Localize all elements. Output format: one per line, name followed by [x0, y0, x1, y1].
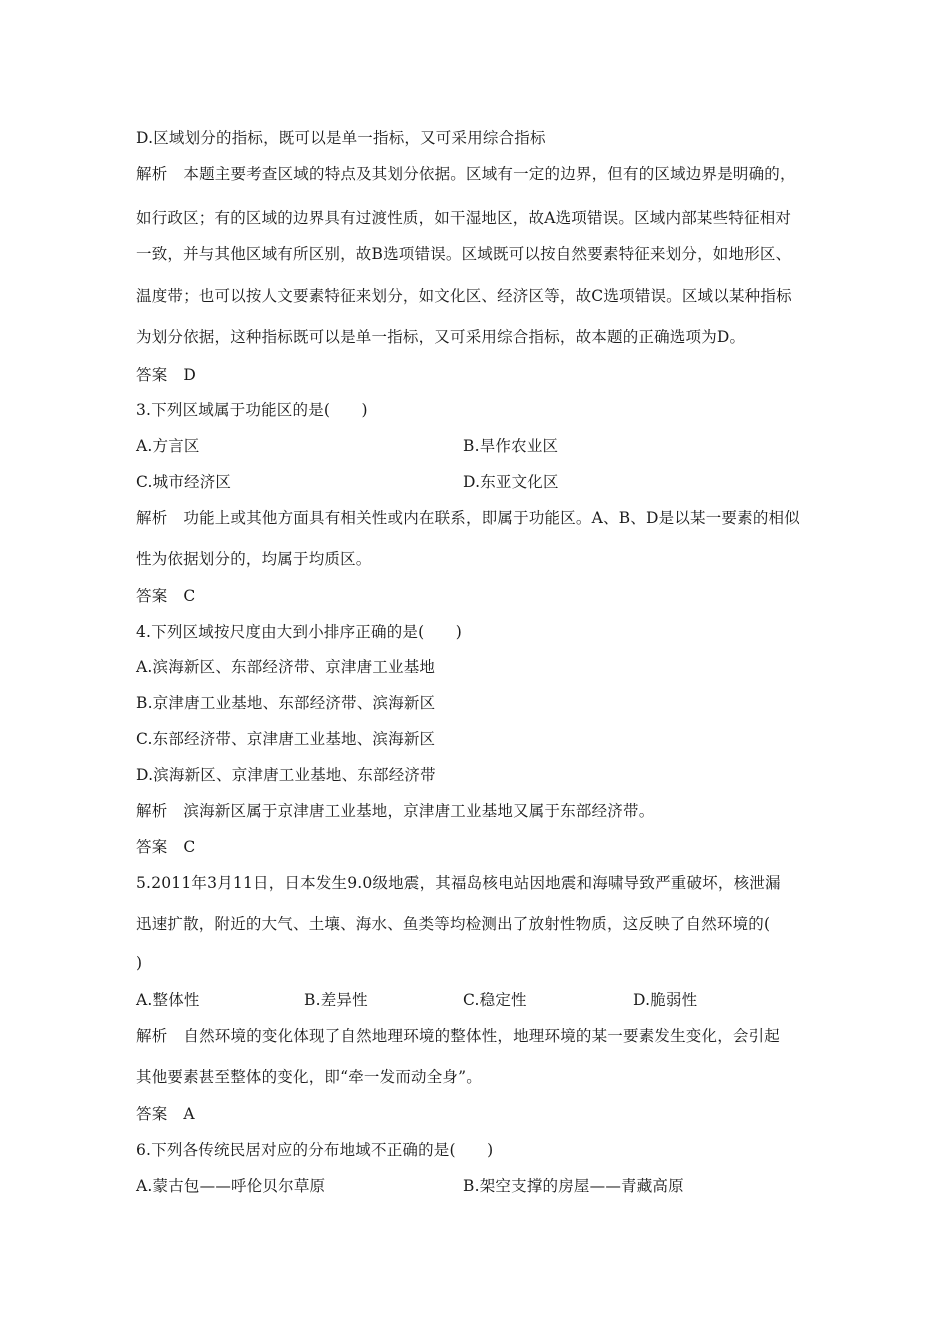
- q3-stem: 3.下列区域属于功能区的是( ): [136, 401, 368, 419]
- q3-option-a: A.方言区: [136, 437, 200, 455]
- answer-label: 答案: [136, 1105, 168, 1123]
- analysis-label: 解析: [136, 509, 168, 527]
- q5-stem-line-2: 迅速扩散，附近的大气、土壤、海水、鱼类等均检测出了放射性物质，这反映了自然环境的(: [136, 915, 771, 933]
- q4-stem: 4.下列区域按尺度由大到小排序正确的是( ): [136, 623, 462, 641]
- analysis-label: 解析: [136, 165, 168, 183]
- q6-option-a: A.蒙古包——呼伦贝尔草原: [136, 1177, 326, 1195]
- answer-label: 答案: [136, 587, 168, 605]
- q4-option-c: C.东部经济带、京津唐工业基地、滨海新区: [136, 730, 436, 748]
- q4-option-b: B.京津唐工业基地、东部经济带、滨海新区: [136, 694, 436, 712]
- q5-analysis-line-2: 其他要素甚至整体的变化，即“牵一发而动全身”。: [136, 1068, 482, 1086]
- q5-option-c: C.稳定性: [463, 991, 527, 1009]
- q4-option-a: A.滨海新区、东部经济带、京津唐工业基地: [136, 658, 436, 676]
- q5-answer: [136, 1104, 195, 1124]
- q6-stem: 6.下列各传统民居对应的分布地域不正确的是( ): [136, 1141, 494, 1159]
- q3-option-b: B.旱作农业区: [463, 437, 559, 455]
- q2-analysis-line-2: 如行政区；有的区域的边界具有过渡性质，如干湿地区，故A选项错误。区域内部某些特征相对: [136, 209, 792, 227]
- q6-option-b: B.架空支撑的房屋——青藏高原: [463, 1177, 684, 1195]
- answer-value: A: [183, 1105, 195, 1123]
- q3-analysis-line-1: 解析 功能上或其他方面具有相关性或内在联系，即属于功能区。A、B、D是以某一要素的相似: [136, 509, 800, 527]
- q2-analysis-line-4: 温度带；也可以按人文要素特征来划分，如文化区、经济区等，故C选项错误。区域以某种指标: [136, 287, 792, 305]
- q2-analysis-line-5: 为划分依据，这种指标既可以是单一指标，又可采用综合指标，故本题的正确选项为D。: [136, 328, 746, 346]
- q5-option-d: D.脆弱性: [633, 991, 698, 1009]
- q5-stem-line-1: 5.2011年3月11日，日本发生9.0级地震，其福岛核电站因地震和海啸导致严重破坏，核泄漏: [136, 874, 781, 892]
- analysis-label: 解析: [136, 1027, 168, 1045]
- answer-value: D: [183, 366, 197, 384]
- q5-stem-line-3: ): [136, 954, 143, 972]
- q2-analysis-line-1: 解析 本题主要考查区域的特点及其划分依据。区域有一定的边界，但有的区域边界是明确的，: [136, 165, 796, 183]
- answer-value: C: [183, 838, 196, 856]
- q5-option-a: A.整体性: [136, 991, 200, 1009]
- q2-analysis-line-3: 一致，并与其他区域有所区别，故B选项错误。区域既可以按自然要素特征来划分，如地形区、: [136, 245, 792, 263]
- q4-answer: [136, 837, 195, 857]
- q2-answer: [136, 365, 196, 385]
- q2-option-d: D.区域划分的指标，既可以是单一指标，又可采用综合指标: [136, 129, 546, 147]
- q3-option-d: D.东亚文化区: [463, 473, 559, 491]
- answer-label: 答案: [136, 838, 168, 856]
- q5-option-b: B.差异性: [304, 991, 368, 1009]
- q3-answer: [136, 586, 195, 606]
- q4-option-d: D.滨海新区、京津唐工业基地、东部经济带: [136, 766, 436, 784]
- q3-option-c: C.城市经济区: [136, 473, 232, 491]
- analysis-label: 解析: [136, 802, 168, 820]
- q4-analysis: 解析 滨海新区属于京津唐工业基地，京津唐工业基地又属于东部经济带。: [136, 802, 655, 820]
- q5-analysis-line-1: 解析 自然环境的变化体现了自然地理环境的整体性，地理环境的某一要素发生变化，会引起: [136, 1027, 781, 1045]
- q3-analysis-line-2: 性为依据划分的，均属于均质区。: [136, 550, 372, 568]
- answer-label: 答案: [136, 366, 168, 384]
- answer-value: C: [183, 587, 196, 605]
